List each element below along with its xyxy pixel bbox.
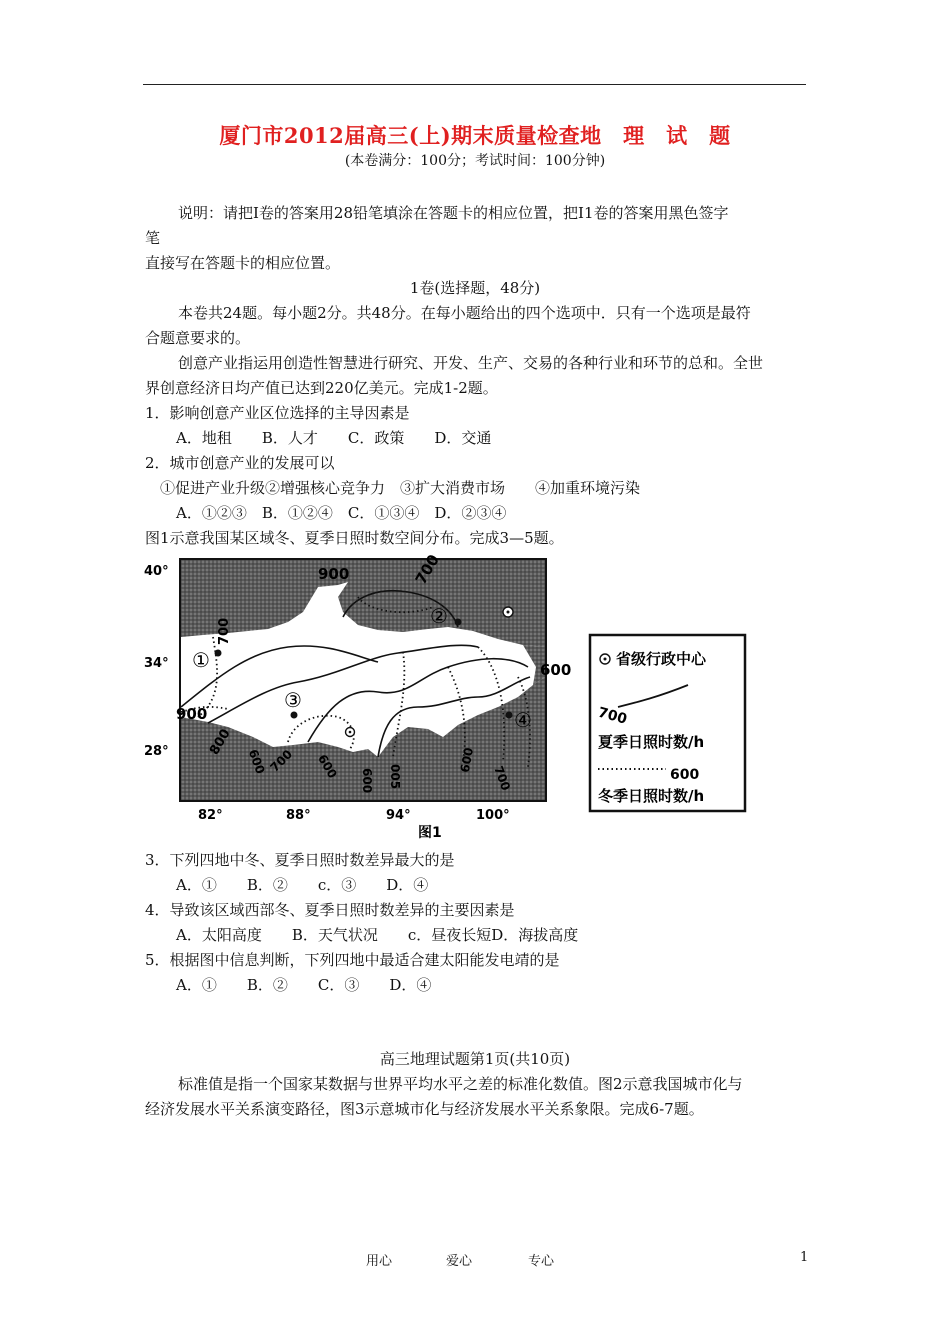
instruction-line-3: 直接写在答题卡的相应位置。 bbox=[145, 254, 341, 272]
contour-label: 700 bbox=[267, 747, 296, 775]
page-subtitle: (本卷满分：100分；考试时间：100分钟) bbox=[344, 153, 606, 169]
contour-label: 600 bbox=[457, 746, 476, 774]
contour-label: 700 bbox=[491, 764, 513, 793]
point-3-dot bbox=[291, 712, 298, 719]
question-4: 4．导致该区域西部冬、夏季日照时数差异的主要因素是 bbox=[145, 901, 515, 919]
sunshine-map bbox=[144, 551, 748, 847]
contour-label: 005 bbox=[388, 764, 402, 790]
question-1: 1．影响创意产业区位选择的主导因素是 bbox=[145, 404, 410, 422]
point-label-1: ① bbox=[192, 648, 210, 672]
contour-label: 700 bbox=[217, 617, 232, 645]
section-intro-1: 本卷共24题。每小题2分。共48分。在每小题给出的四个选项中．只有一个选项是最符 bbox=[178, 304, 751, 322]
contour-label: 600 bbox=[360, 768, 374, 794]
lat-label-40: 40° bbox=[144, 564, 169, 579]
section-heading: 1卷(选择题，48分) bbox=[409, 279, 541, 297]
contour-label: 900 bbox=[318, 565, 350, 583]
contour-label: 800 bbox=[207, 726, 234, 758]
point-label-3: ③ bbox=[284, 688, 302, 712]
point-1-dot bbox=[215, 650, 222, 657]
legend-winter-label: 冬季日照时数/h bbox=[598, 787, 705, 805]
passage2-line-2: 经济发展水平关系演变路径，图3示意城市化与经济发展水平关系象限。完成6-7题。 bbox=[145, 1100, 704, 1118]
passage1-line-2: 界创意经济日均产值已达到220亿美元。完成1-2题。 bbox=[145, 379, 498, 397]
passage1-line-1: 创意产业指运用创造性智慧进行研究、开发、生产、交易的各种行业和环节的总和。全世 bbox=[178, 354, 764, 372]
question-5: 5．根据图中信息判断，下列四地中最适合建太阳能发电靖的是 bbox=[145, 951, 560, 969]
map-legend bbox=[590, 635, 745, 811]
instruction-line-1: 说明：请把I卷的答案用28铅笔填涂在答题卡的相应位置，把I1卷的答案用黑色签字 bbox=[178, 204, 729, 222]
question-4-options: A．太阳高度 B．天气状况 c．昼夜长短D．海拔高度 bbox=[176, 926, 579, 944]
instruction-line-2: 笔 bbox=[145, 229, 161, 247]
point-label-4: ④ bbox=[514, 708, 532, 732]
contour-label: 600 bbox=[245, 747, 268, 776]
header-rule bbox=[143, 84, 806, 85]
point-label-2: ② bbox=[430, 604, 448, 628]
question-2-options: A．①②③ B．①②④ C．①③④ D．②③④ bbox=[176, 504, 507, 522]
question-3-options: A．① B．② c．③ D．④ bbox=[176, 876, 429, 894]
lat-label-34: 34° bbox=[144, 656, 169, 671]
lon-label-100: 100° bbox=[476, 808, 510, 823]
passage2-line-1: 标准值是指一个国家某数据与世界平均水平之差的标准化数值。图2示意我国城市化与 bbox=[178, 1075, 743, 1093]
footer-word-2: 爱心 bbox=[446, 1254, 473, 1269]
legend-capital-label: 省级行政中心 bbox=[616, 650, 707, 668]
footer-word-1: 用心 bbox=[366, 1254, 393, 1269]
sunshine-map-figure bbox=[144, 551, 748, 847]
point-2-dot bbox=[455, 619, 462, 626]
question-2: 2．城市创意产业的发展可以 bbox=[145, 454, 335, 472]
legend-summer-value: 700 bbox=[596, 704, 629, 728]
question-5-options: A．① B．② C．③ D．④ bbox=[176, 976, 432, 994]
figure-intro: 图1示意我国某区域冬、夏季日照时数空间分布。完成3—5题。 bbox=[145, 529, 564, 547]
map-caption: 图1 bbox=[418, 825, 442, 841]
legend-summer-label: 夏季日照时数/h bbox=[598, 733, 705, 751]
lon-label-88: 88° bbox=[286, 808, 311, 823]
question-2-items: ①促进产业升级②增强核心竞争力 ③扩大消费市场 ④加重环境污染 bbox=[160, 479, 641, 497]
contour-label: 600 bbox=[540, 661, 572, 679]
section-intro-2: 合题意要求的。 bbox=[145, 329, 251, 347]
legend-winter-value: 600 bbox=[670, 767, 700, 783]
contour-label: 600 bbox=[315, 752, 340, 781]
question-1-options: A．地租 B．人才 C．政策 D．交通 bbox=[176, 429, 492, 447]
point-4-dot bbox=[506, 712, 513, 719]
footer-page-number: 1 bbox=[800, 1250, 809, 1265]
page-title: 厦门市2012届高三(上)期末质量检查地 理 试 题 bbox=[219, 123, 731, 148]
lon-label-82: 82° bbox=[198, 808, 223, 823]
lon-label-94: 94° bbox=[386, 808, 411, 823]
contour-label: 900 bbox=[176, 705, 208, 723]
page-note: 高三地理试题第1页(共10页) bbox=[379, 1050, 571, 1068]
footer-word-3: 专心 bbox=[528, 1254, 555, 1269]
contour-label: 700 bbox=[411, 551, 443, 588]
question-3: 3．下列四地中冬、夏季日照时数差异最大的是 bbox=[145, 851, 455, 869]
lat-label-28: 28° bbox=[144, 744, 169, 759]
